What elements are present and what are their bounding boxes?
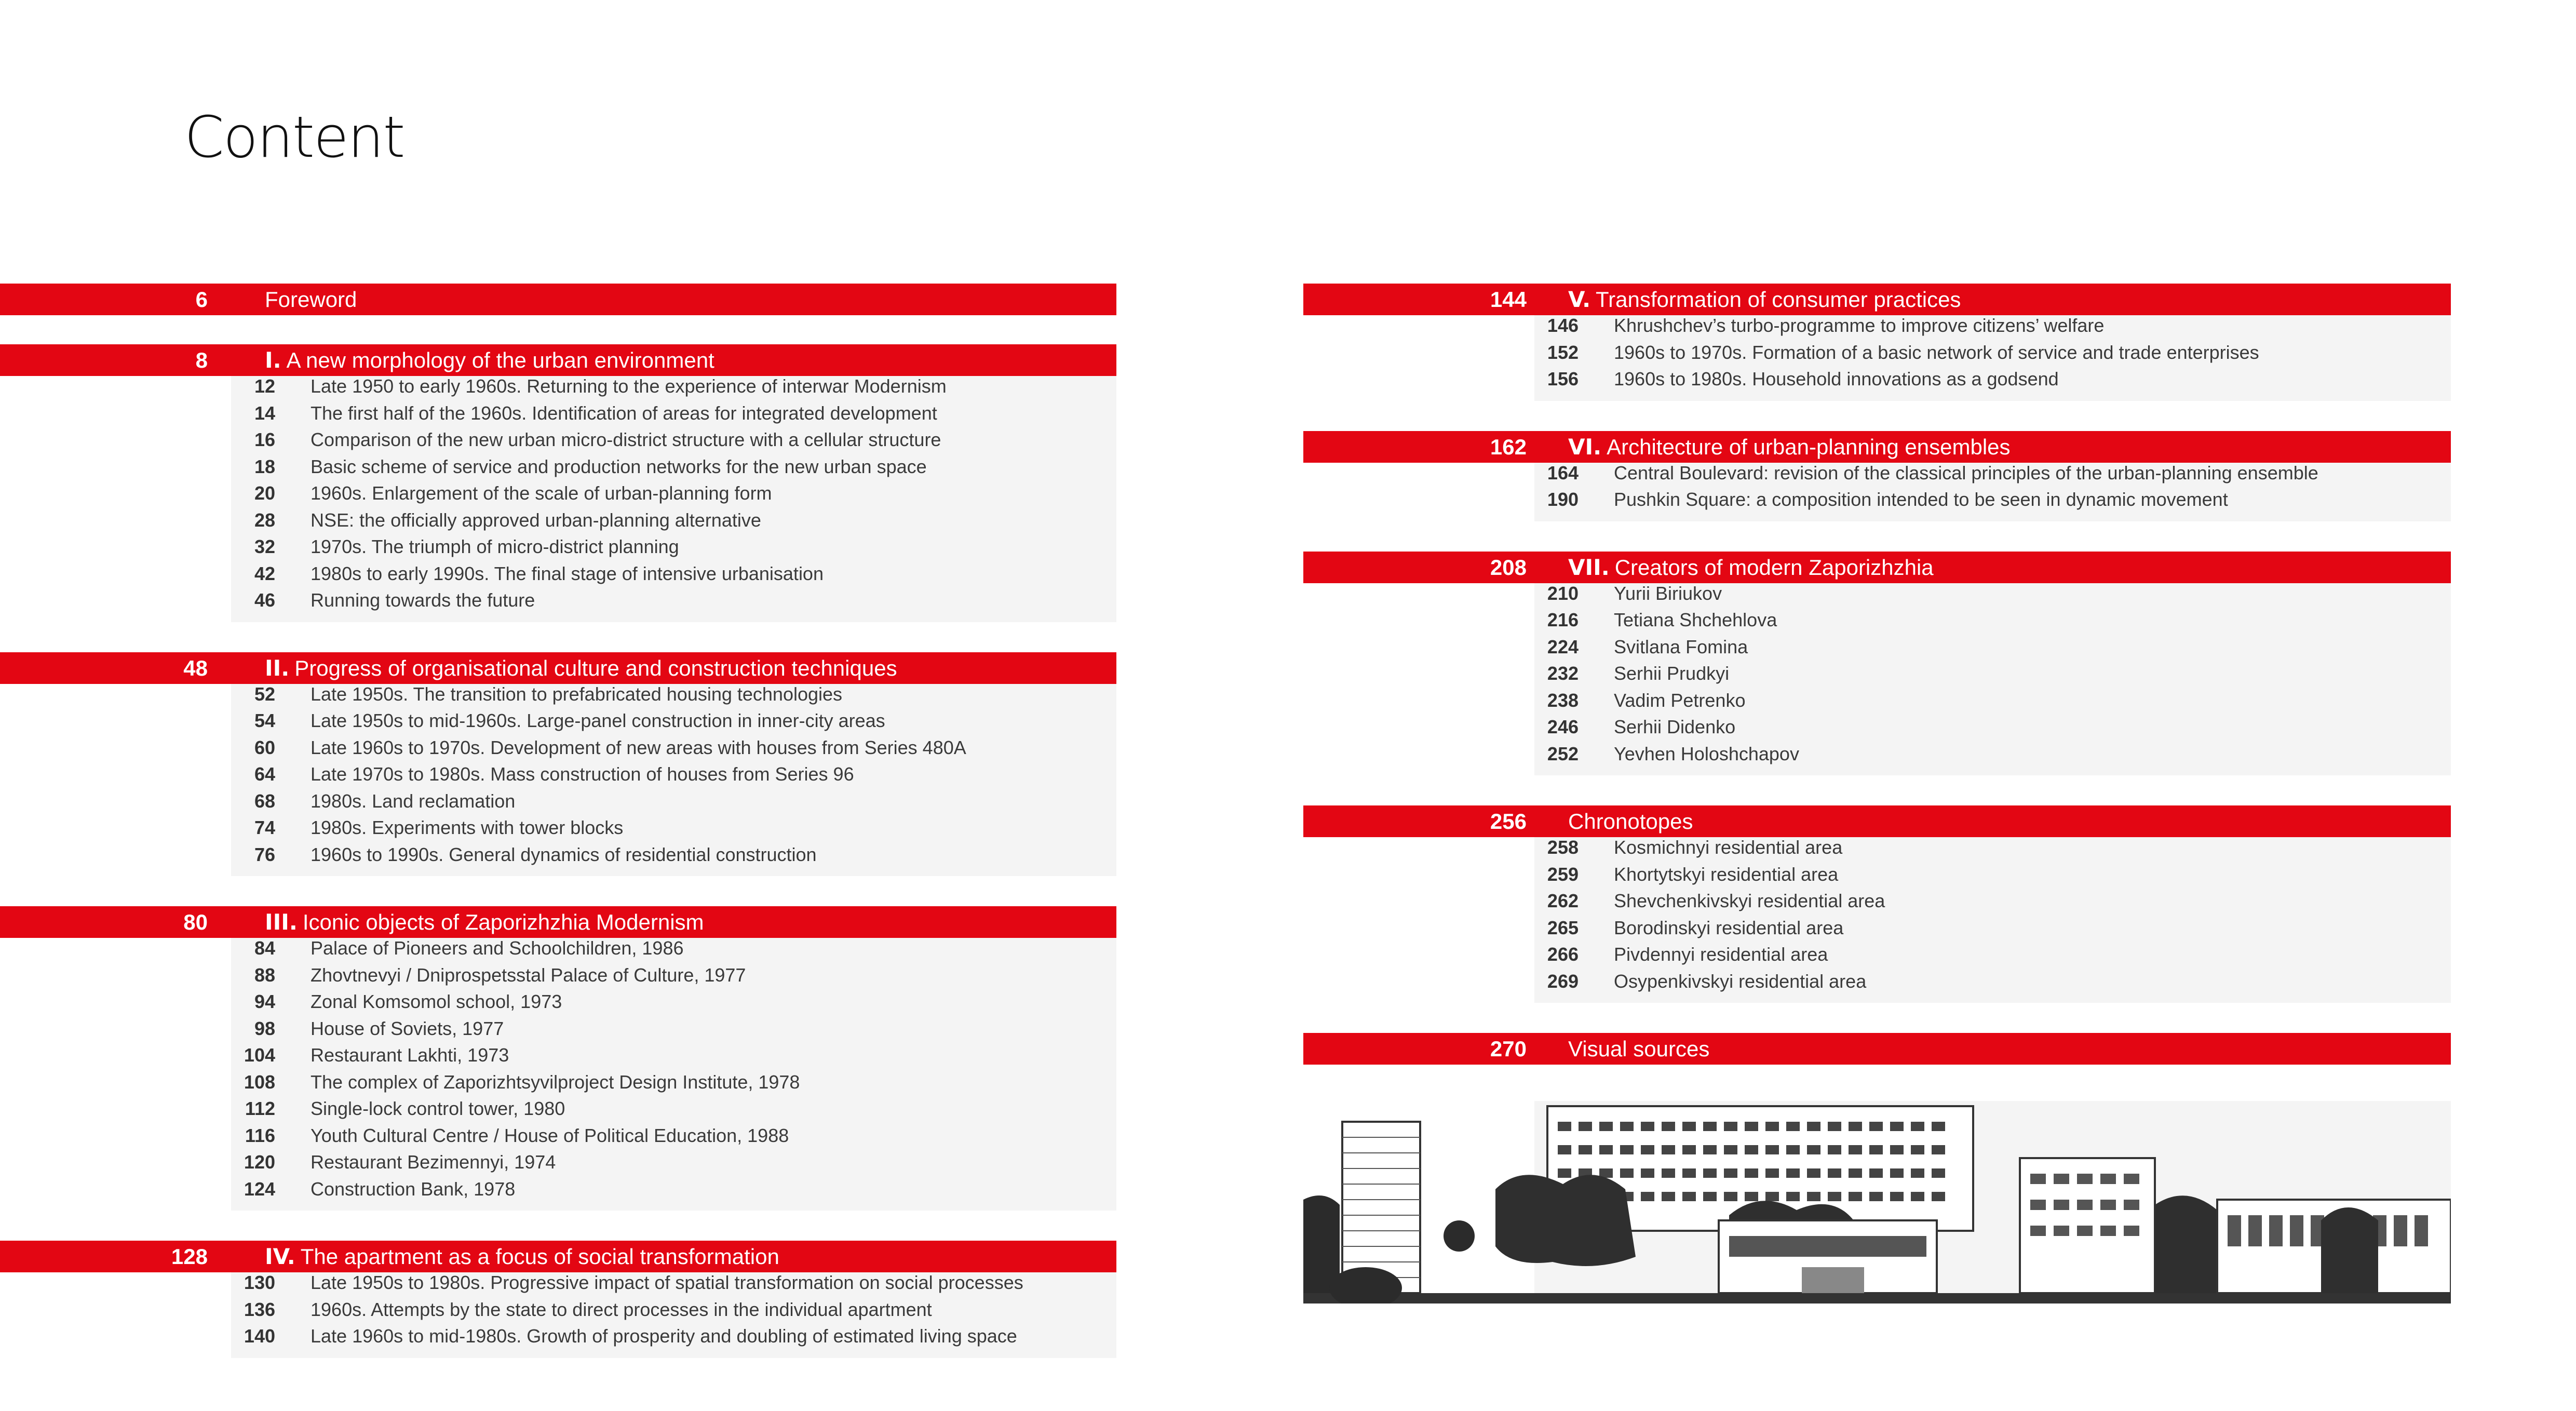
entry-page-number: 232 <box>1547 663 1579 684</box>
entry-page-number: 265 <box>1547 917 1579 938</box>
section-roman-numeral: III. <box>265 909 298 935</box>
section-header[interactable] <box>1303 431 2451 463</box>
section-roman-numeral: V. <box>1568 287 1591 312</box>
entry-title: Basic scheme of service and production networks for the new urban space <box>311 455 927 477</box>
entry-title: Yurii Biriukov <box>1614 582 1722 604</box>
entry-title: Late 1970s to 1980s. Mass construction of houses from Series 96 <box>311 763 854 785</box>
entry-title: Youth Cultural Centre / House of Political Education, 1988 <box>311 1124 789 1146</box>
entry-page-number: 146 <box>1547 315 1579 336</box>
entry-page-number: 18 <box>254 455 275 477</box>
entry-title: Serhii Didenko <box>1614 716 1736 737</box>
entry-page-number: 32 <box>254 536 275 557</box>
entry-title: NSE: the officially approved urban-planning alternative <box>311 509 761 531</box>
section-title: Transformation of consumer practices <box>1596 287 1961 312</box>
entry-page-number: 112 <box>245 1098 275 1119</box>
entry-title: Pushkin Square: a composition intended to be seen in dynamic movement <box>1614 489 2228 510</box>
entry-page-number: 124 <box>244 1178 275 1200</box>
entry-page-number: 84 <box>254 937 275 959</box>
section-header[interactable] <box>1303 552 2451 583</box>
entry-page-number: 140 <box>244 1325 275 1347</box>
section-page-number: 8 <box>195 348 208 372</box>
entry-page-number: 46 <box>254 589 275 611</box>
entry-page-number: 74 <box>254 817 275 838</box>
entry-title: 1960s to 1990s. General dynamics of residential construction <box>311 843 817 865</box>
entry-page-number: 216 <box>1547 609 1579 630</box>
entry-title: Serhii Prudkyi <box>1614 663 1730 684</box>
entry-page-number: 190 <box>1547 489 1579 510</box>
entry-title: Running towards the future <box>311 589 535 611</box>
entry-title: 1970s. The triumph of micro-district planning <box>311 536 679 557</box>
entry-title: The complex of Zaporizhtsyvilproject Design Institute, 1978 <box>311 1071 800 1093</box>
entry-title: Shevchenkivskyi residential area <box>1614 890 1885 911</box>
entry-title: Restaurant Bezimennyi, 1974 <box>311 1151 556 1173</box>
entry-page-number: 116 <box>245 1124 275 1146</box>
entry-title: Vadim Petrenko <box>1614 689 1746 711</box>
section-roman-numeral: VII. <box>1568 554 1610 580</box>
entry-title: Khrushchev’s turbo-programme to improve citizens’ welfare <box>1614 315 2105 336</box>
section-page-number: 270 <box>1490 1037 1527 1061</box>
entry-page-number: 108 <box>244 1071 275 1093</box>
entry-title: The first half of the 1960s. Identification of areas for integrated development <box>311 402 937 424</box>
entry-page-number: 20 <box>254 482 275 504</box>
entry-title: Yevhen Holoshchapov <box>1614 743 1799 764</box>
entry-title: Svitlana Fomina <box>1614 636 1748 657</box>
section-header[interactable] <box>1303 284 2451 315</box>
entry-title: 1960s to 1970s. Formation of a basic network of service and trade enterprises <box>1614 341 2259 363</box>
entry-page-number: 12 <box>254 375 275 397</box>
entry-page-number: 52 <box>254 683 275 705</box>
section-header[interactable] <box>0 652 1116 684</box>
entry-page-number: 152 <box>1547 341 1579 363</box>
entry-page-number: 252 <box>1547 743 1579 764</box>
section-page-number: 128 <box>171 1244 208 1269</box>
entry-page-number: 68 <box>254 790 275 812</box>
entry-title: Late 1950s. The transition to prefabricated housing technologies <box>311 683 843 705</box>
entry-page-number: 16 <box>254 429 275 450</box>
entry-title: Late 1960s to mid-1980s. Growth of prosperity and doubling of estimated living space <box>311 1325 1017 1347</box>
section-header[interactable] <box>0 344 1116 376</box>
entry-title: 1960s. Attempts by the state to direct processes in the individual apartment <box>311 1298 932 1320</box>
entry-page-number: 210 <box>1547 582 1579 604</box>
section-title: Creators of modern Zaporizhzhia <box>1614 555 1934 580</box>
entry-title: 1980s to early 1990s. The final stage of intensive urbanisation <box>311 562 824 584</box>
section-header[interactable] <box>0 1241 1116 1272</box>
entry-page-number: 269 <box>1547 970 1579 992</box>
section-page-number: 6 <box>195 287 208 312</box>
entry-title: Late 1950s to mid-1960s. Large-panel construction in inner-city areas <box>311 710 885 731</box>
entry-page-number: 130 <box>244 1272 275 1293</box>
section-page-number: 80 <box>183 910 208 934</box>
entry-title: Zonal Komsomol school, 1973 <box>311 991 562 1012</box>
section-title: Architecture of urban-planning ensembles <box>1607 434 2011 459</box>
entry-page-number: 104 <box>244 1044 275 1066</box>
entry-page-number: 98 <box>254 1017 275 1039</box>
entry-title: Late 1960s to 1970s. Development of new areas with houses from Series 480A <box>311 736 966 758</box>
section-title: The apartment as a focus of social transformation <box>300 1244 779 1269</box>
section-title: Foreword <box>265 287 357 312</box>
section-page-number: 144 <box>1490 287 1527 312</box>
page-title: Content <box>184 104 404 170</box>
entry-title: Construction Bank, 1978 <box>311 1178 516 1200</box>
entry-title: Late 1950 to early 1960s. Returning to the experience of interwar Modernism <box>311 375 947 397</box>
entry-page-number: 64 <box>254 763 275 785</box>
section-header[interactable] <box>0 284 1116 315</box>
entry-title: Tetiana Shchehlova <box>1614 609 1777 630</box>
entry-title: House of Soviets, 1977 <box>311 1017 504 1039</box>
section-roman-numeral: II. <box>265 655 290 681</box>
entry-title: Osypenkivskyi residential area <box>1614 970 1867 992</box>
entry-page-number: 60 <box>254 736 275 758</box>
entry-page-number: 42 <box>254 562 275 584</box>
section-title: Visual sources <box>1568 1037 1710 1061</box>
entry-title: Restaurant Lakhti, 1973 <box>311 1044 509 1066</box>
entry-page-number: 120 <box>244 1151 275 1173</box>
section-roman-numeral: I. <box>265 347 281 373</box>
entry-page-number: 88 <box>254 964 275 986</box>
entry-page-number: 164 <box>1547 462 1579 483</box>
section-roman-numeral: IV. <box>265 1244 295 1269</box>
section-header[interactable] <box>1303 805 2451 837</box>
entry-page-number: 28 <box>254 509 275 531</box>
entry-page-number: 246 <box>1547 716 1579 737</box>
section-roman-numeral: VI. <box>1568 434 1602 460</box>
entry-page-number: 259 <box>1547 863 1579 885</box>
entry-title: Borodinskyi residential area <box>1614 917 1844 938</box>
entry-page-number: 258 <box>1547 837 1579 858</box>
entry-title: Palace of Pioneers and Schoolchildren, 1986 <box>311 937 684 959</box>
entry-title: Comparison of the new urban micro-district structure with a cellular structure <box>311 429 941 450</box>
entry-page-number: 94 <box>254 991 275 1012</box>
entry-title: 1980s. Experiments with tower blocks <box>311 817 624 838</box>
section-header[interactable] <box>1303 1033 2451 1065</box>
section-page-number: 256 <box>1490 809 1527 834</box>
section-page-number: 48 <box>183 655 208 680</box>
entry-page-number: 76 <box>254 843 275 865</box>
section-page-number: 162 <box>1490 434 1527 459</box>
section-title: Chronotopes <box>1568 809 1693 834</box>
entry-title: 1980s. Land reclamation <box>311 790 516 812</box>
section-title: Progress of organisational culture and construction techniques <box>294 655 897 680</box>
section-title: Iconic objects of Zaporizhzhia Modernism <box>302 910 704 934</box>
entry-page-number: 262 <box>1547 890 1579 911</box>
entry-title: Kosmichnyi residential area <box>1614 837 1843 858</box>
entry-title: Zhovtnevyi / Dniprospetsstal Palace of Culture, 1977 <box>311 964 746 986</box>
entry-page-number: 224 <box>1547 636 1579 657</box>
entry-page-number: 136 <box>244 1298 275 1320</box>
section-title: A new morphology of the urban environment <box>286 348 714 372</box>
entry-page-number: 266 <box>1547 944 1579 965</box>
entry-title: Khortytskyi residential area <box>1614 863 1839 885</box>
entry-title: Pivdennyi residential area <box>1614 944 1828 965</box>
entry-title: 1960s. Enlargement of the scale of urban-planning form <box>311 482 772 504</box>
entry-page-number: 156 <box>1547 368 1579 389</box>
entry-title: 1960s to 1980s. Household innovations as a godsend <box>1614 368 2059 389</box>
entry-page-number: 54 <box>254 710 275 731</box>
section-header[interactable] <box>0 906 1116 938</box>
entry-page-number: 14 <box>254 402 275 424</box>
entry-page-number: 238 <box>1547 689 1579 711</box>
entry-title: Late 1950s to 1980s. Progressive impact of spatial transformation on social processes <box>311 1272 1023 1293</box>
entry-title: Central Boulevard: revision of the classical principles of the urban-planning ensemble <box>1614 462 2318 483</box>
entry-title: Single-lock control tower, 1980 <box>311 1098 565 1119</box>
city-buildings-drawing-icon <box>1303 1101 2451 1304</box>
section-page-number: 208 <box>1490 555 1527 580</box>
